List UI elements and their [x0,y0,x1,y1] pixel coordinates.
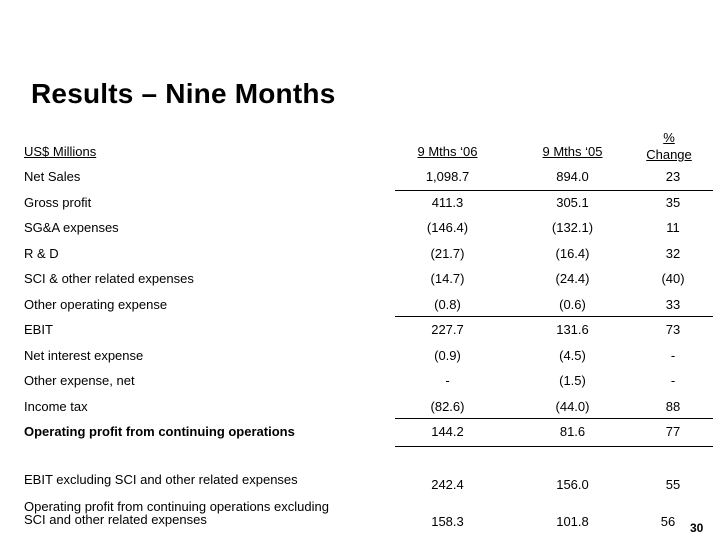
row-label: Gross profit [24,195,92,210]
value-9m05: (4.5) [559,348,586,363]
row-divider [395,446,713,447]
value-9m06: (146.4) [426,220,469,235]
value-9m06: 411.3 [431,195,464,210]
row-label: Net interest expense [24,348,144,363]
value-change: 73 [665,322,681,337]
value-9m06: (0.8) [434,297,461,312]
column-header-9m06: 9 Mths ‘06 [417,144,478,159]
value-change: - [670,348,676,363]
value-change: (40) [661,271,685,286]
value-9m05: (16.4) [555,246,590,261]
row-label: Net Sales [24,169,81,184]
value-9m05: (132.1) [551,220,594,235]
value-9m06: (82.6) [430,399,465,414]
value-9m05: 894.0 [556,169,589,184]
row-label-line: Operating profit from continuing operations excluding [24,499,329,514]
value-change: 77 [665,424,681,439]
value-change: 23 [665,169,681,184]
row-label: R & D [24,246,59,261]
slide-title: Results – Nine Months [31,78,336,109]
value-9m05: 305.1 [556,195,589,210]
value-9m06: 144.2 [431,424,464,439]
value-change: 56 [660,514,676,529]
row-divider [395,316,713,317]
row-label: EBIT excluding SCI and other related expenses [24,472,298,487]
row-divider [395,418,713,419]
value-change: 88 [665,399,681,414]
change-header-word: Change [646,147,692,162]
value-9m05: 131.6 [556,322,589,337]
row-label-line: SCI and other related expenses [24,512,207,527]
value-9m05: 156.0 [556,477,589,492]
value-9m06: (14.7) [430,271,465,286]
units-label: US$ Millions [24,144,97,159]
column-header-change [635,129,703,163]
value-9m06: (0.9) [434,348,461,363]
value-9m05: 101.8 [556,514,589,529]
value-9m05: (24.4) [555,271,590,286]
value-change: - [670,373,676,388]
value-9m06: 227.7 [431,322,464,337]
row-label: SCI & other related expenses [24,271,194,286]
row-label [24,500,329,526]
value-change: 33 [665,297,681,312]
row-label: EBIT [24,322,53,337]
column-header-9m05: 9 Mths ‘05 [542,144,603,159]
value-change: 32 [665,246,681,261]
value-change: 11 [666,220,680,235]
row-label: Other expense, net [24,373,135,388]
value-9m05: (0.6) [559,297,586,312]
row-label: Operating profit from continuing operations [24,424,295,439]
value-change: 35 [665,195,681,210]
value-change: 55 [665,477,681,492]
value-9m06: 242.4 [431,477,464,492]
value-9m06: (21.7) [430,246,465,261]
value-9m05: (1.5) [559,373,586,388]
value-9m06: - [445,373,450,388]
value-9m05: 81.6 [559,424,586,439]
row-label: SG&A expenses [24,220,119,235]
change-header-percent: % [663,130,675,145]
value-9m06: 158.3 [431,514,464,529]
row-divider [395,190,713,191]
row-label: Income tax [24,399,88,414]
value-9m05: (44.0) [555,399,590,414]
value-9m06: 1,098.7 [425,169,470,184]
page-number: 30 [690,521,704,535]
row-label: Other operating expense [24,297,168,312]
